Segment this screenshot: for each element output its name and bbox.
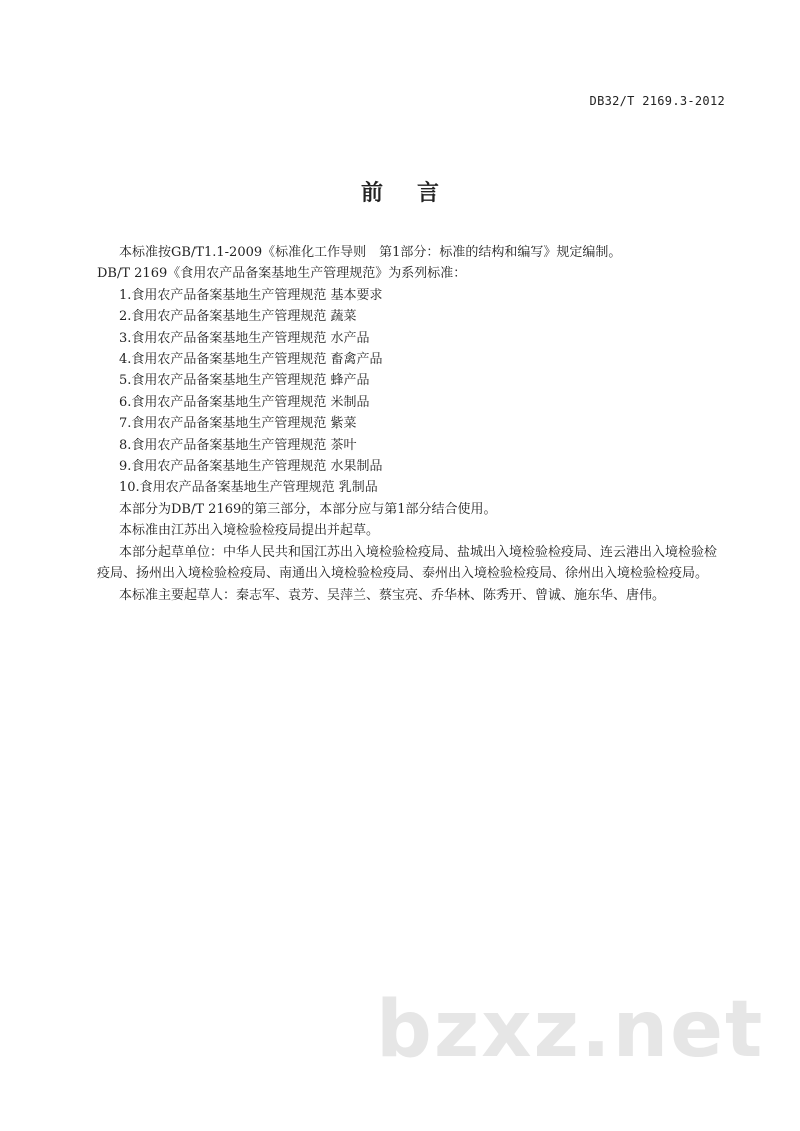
document-code: DB32/T 2169.3-2012 bbox=[589, 94, 725, 108]
list-item: 10.食用农产品备案基地生产管理规范 乳制品 bbox=[119, 480, 378, 496]
list-item: 4.食用农产品备案基地生产管理规范 畜禽产品 bbox=[119, 352, 383, 368]
list-item: 5.食用农产品备案基地生产管理规范 蜂产品 bbox=[119, 373, 370, 389]
list-item: 1.食用农产品备案基地生产管理规范 基本要求 bbox=[119, 287, 383, 303]
watermark-logo: bzxz.net bbox=[376, 985, 765, 1075]
list-item: 8.食用农产品备案基地生产管理规范 茶叶 bbox=[119, 437, 357, 453]
paragraph-proposer: 本标准由江苏出入境检验检疫局提出并起草。 bbox=[119, 523, 380, 539]
list-item: 6.食用农产品备案基地生产管理规范 米制品 bbox=[119, 394, 370, 410]
paragraph-drafting-basis: 本标准按GB/T1.1-2009《标准化工作导则 第1部分：标准的结构和编写》规定编制。 bbox=[119, 245, 622, 260]
list-item: 3.食用农产品备案基地生产管理规范 水产品 bbox=[119, 330, 370, 346]
page-title: 前言 bbox=[360, 181, 473, 206]
list-item: 2.食用农产品备案基地生产管理规范 蔬菜 bbox=[119, 309, 357, 325]
list-item: 7.食用农产品备案基地生产管理规范 紫菜 bbox=[119, 416, 357, 432]
list-item: 9.食用农产品备案基地生产管理规范 水果制品 bbox=[119, 459, 383, 475]
paragraph-drafters: 本标准主要起草人：秦志军、袁芳、吴萍兰、蔡宝亮、乔华林、陈秀开、曾诚、施东华、唐伟。 bbox=[119, 587, 666, 603]
paragraph-part-statement: 本部分为DB/T 2169的第三部分，本部分应与第1部分结合使用。 bbox=[119, 501, 497, 517]
paragraph-series-intro: DB/T 2169《食用农产品备案基地生产管理规范》为系列标准： bbox=[97, 266, 467, 282]
paragraph-drafting-units: 本部分起草单位：中华人民共和国江苏出入境检验检疫局、盐城出入境检验检疫局、连云港出入境检验检疫局、扬州出入境检验检疫局、南通出入境检验检疫局、泰州出入境检验检疫局、徐州出入境检验检疫局。 bbox=[97, 544, 718, 582]
foreword-body bbox=[97, 242, 717, 606]
